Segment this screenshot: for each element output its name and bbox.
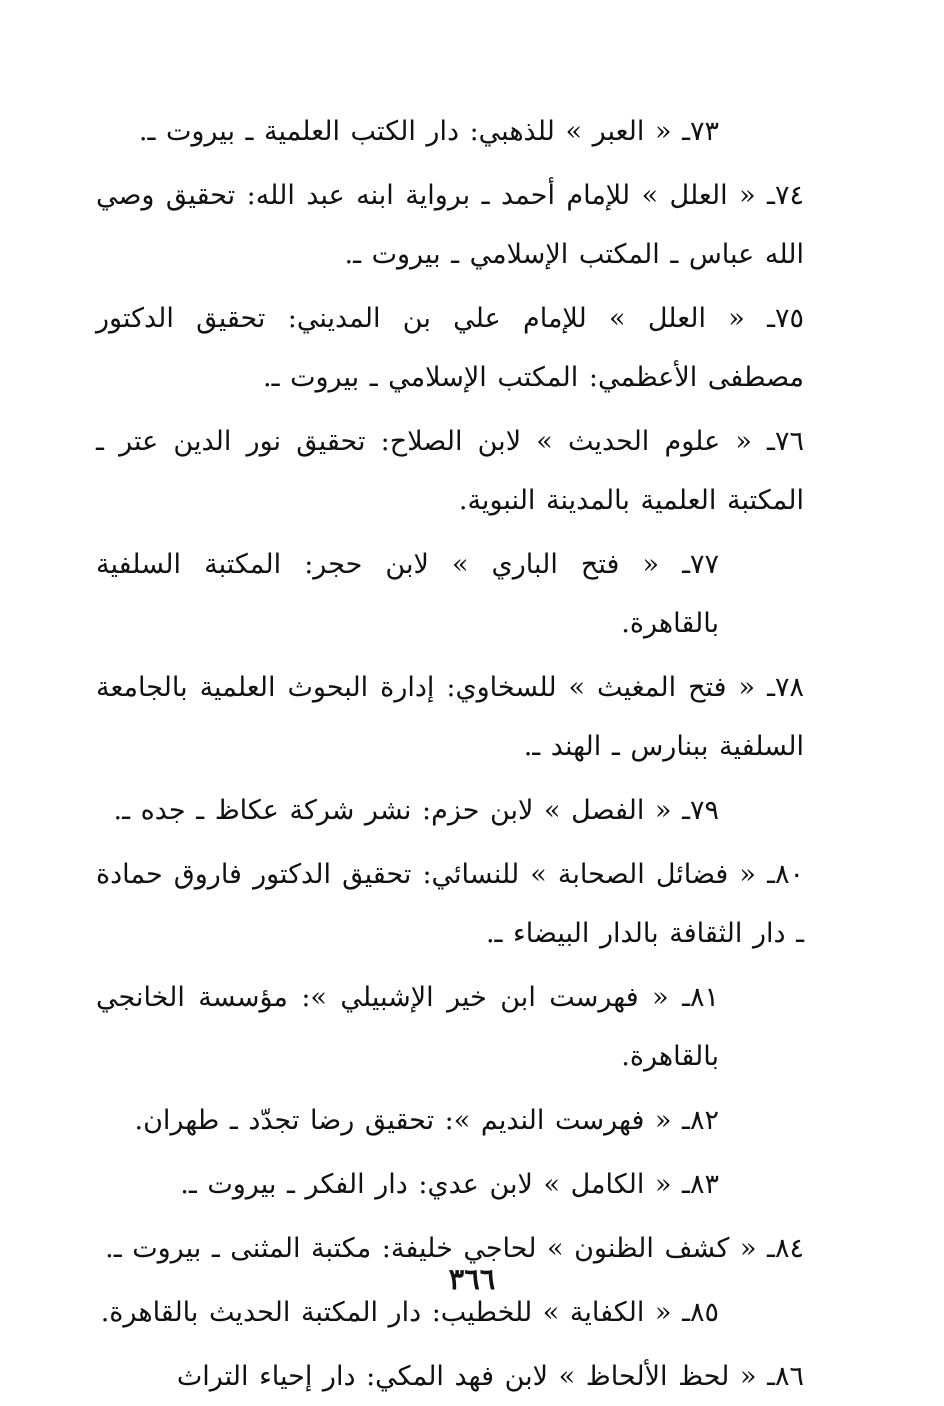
bibliography-list — [96, 102, 804, 1406]
bibliography-entry-79: ٧٩ـ « الفصل » لابن حزم: نشر شركة عكاظ ـ جده ـ. — [113, 795, 719, 826]
bibliography-entry-80: ٨٠ـ « فضائل الصحابة » للنسائي: تحقيق الدكتور فاروق حمادة ـ دار الثقافة بالدار البيضاء ـ. — [96, 859, 804, 949]
bibliography-entry-75: ٧٥ـ « العلل » للإمام علي بن المديني: تحقيق الدكتور مصطفى الأعظمي: المكتب الإسلامي ـ بيروت ـ. — [96, 303, 804, 393]
page-number: ٣٦٦ — [448, 1262, 496, 1296]
bibliography-entry-85: ٨٥ـ « الكفاية » للخطيب: دار المكتبة الحديث بالقاهرة. — [100, 1297, 719, 1328]
bibliography-entry-82: ٨٢ـ « فهرست النديم »: تحقيق رضا تجدّد ـ طهران. — [134, 1105, 719, 1136]
bibliography-entry-83: ٨٣ـ « الكامل » لابن عدي: دار الفكر ـ بيروت ـ. — [180, 1169, 719, 1200]
bibliography-entry-74: ٧٤ـ « العلل » للإمام أحمد ـ برواية ابنه عبد الله: تحقيق وصي الله عباس ـ المكتب الإسلامي ـ بيروت ـ. — [96, 180, 804, 270]
bibliography-entry-86: ٨٦ـ « لحظ الألحاظ » لابن فهد المكي: دار إحياء التراث — [176, 1361, 804, 1392]
bibliography-entry-73: ٧٣ـ « العبر » للذهبي: دار الكتب العلمية ـ بيروت ـ. — [138, 116, 719, 147]
bibliography-entry-81: ٨١ـ « فهرست ابن خير الإشبيلي »: مؤسسة الخانجي بالقاهرة. — [96, 982, 719, 1072]
bibliography-entry-77: ٧٧ـ « فتح الباري » لابن حجر: المكتبة السلفية بالقاهرة. — [96, 549, 719, 639]
bibliography-entry-84: ٨٤ـ « كشف الظنون » لحاجي خليفة: مكتبة المثنى ـ بيروت ـ. — [105, 1233, 804, 1264]
bibliography-entry-78: ٧٨ـ « فتح المغيث » للسخاوي: إدارة البحوث العلمية بالجامعة السلفية ببنارس ـ الهند ـ. — [96, 672, 804, 762]
bibliography-entry-76: ٧٦ـ « علوم الحديث » لابن الصلاح: تحقيق نور الدين عتر ـ المكتبة العلمية بالمدينة النبوية. — [96, 426, 804, 516]
